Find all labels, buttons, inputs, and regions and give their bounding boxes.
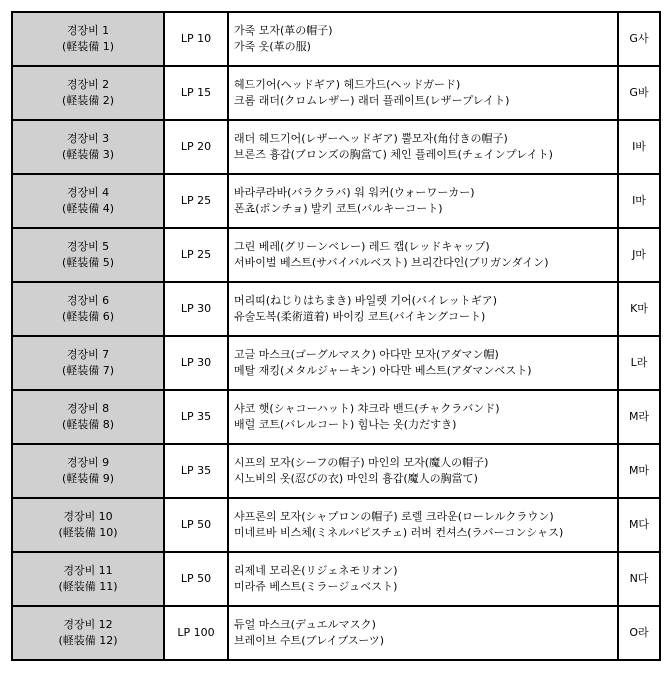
gear-name-japanese: (軽装備 8) xyxy=(61,418,115,431)
table-row xyxy=(12,282,660,336)
rank-cell: K마 xyxy=(618,282,660,336)
gear-name-cell xyxy=(12,66,164,120)
item-line: 서바이벌 베스트(サバイバルベスト) 브리간다인(ブリガンダイン) xyxy=(234,256,549,269)
table-row xyxy=(12,66,660,120)
gear-name-cell xyxy=(12,120,164,174)
gear-name-cell xyxy=(12,228,164,282)
table-row xyxy=(12,552,660,606)
gear-name-cell xyxy=(12,606,164,660)
item-list-cell xyxy=(228,336,618,390)
rank-cell: G바 xyxy=(618,66,660,120)
item-line: 브론즈 흉갑(ブロンズの胸當て) 체인 플레이트(チェインプレイト) xyxy=(234,148,553,161)
item-line: 샤프론의 모자(シャプロンの帽子) 로렐 크라운(ローレルクラウン) xyxy=(234,510,554,523)
item-line: 고글 마스크(ゴーグルマスク) 아다만 모자(アダマン帽) xyxy=(234,348,499,361)
gear-name-cell xyxy=(12,390,164,444)
gear-name: 경장비 3 xyxy=(66,132,110,145)
lp-cost-cell: LP 10 xyxy=(164,12,228,66)
lp-cost-cell: LP 20 xyxy=(164,120,228,174)
gear-name-japanese: (軽装備 12) xyxy=(58,634,118,647)
gear-name-japanese: (軽装備 6) xyxy=(61,310,115,323)
rank-cell: G사 xyxy=(618,12,660,66)
gear-name-cell xyxy=(12,552,164,606)
gear-name-japanese: (軽装備 9) xyxy=(61,472,115,485)
item-list-cell xyxy=(228,552,618,606)
item-line: 유술도복(柔術道着) 바이킹 코트(バイキングコート) xyxy=(234,310,486,323)
lp-cost-cell: LP 15 xyxy=(164,66,228,120)
item-line: 미네르바 비스체(ミネルバビスチェ) 러버 컨셔스(ラバーコンシャス) xyxy=(234,526,564,539)
gear-name-japanese: (軽装備 11) xyxy=(58,580,118,593)
item-line: 브레이브 수트(ブレイブスーツ) xyxy=(234,634,385,647)
table-row xyxy=(12,120,660,174)
item-list-cell xyxy=(228,444,618,498)
gear-name-japanese: (軽装備 4) xyxy=(61,202,115,215)
gear-name-cell xyxy=(12,498,164,552)
gear-name: 경장비 8 xyxy=(66,402,110,415)
item-line: 메탈 재킹(メタルジャーキン) 아다만 베스트(アダマンベスト) xyxy=(234,364,532,377)
item-list-cell xyxy=(228,390,618,444)
item-line: 헤드기어(ヘッドギア) 헤드가드(ヘッドガード) xyxy=(234,78,461,91)
rank-cell: O라 xyxy=(618,606,660,660)
gear-name: 경장비 2 xyxy=(66,78,110,91)
gear-name-japanese: (軽装備 1) xyxy=(61,40,115,53)
table-row xyxy=(12,228,660,282)
gear-name-cell xyxy=(12,336,164,390)
item-line: 샤코 햇(シャコーハット) 챠크라 밴드(チャクラバンド) xyxy=(234,402,500,415)
gear-name-japanese: (軽装備 5) xyxy=(61,256,115,269)
item-line: 가죽 모자(革の帽子) xyxy=(234,24,333,37)
item-list-cell xyxy=(228,498,618,552)
item-line: 듀얼 마스크(デュエルマスク) xyxy=(234,618,376,631)
gear-name-japanese: (軽装備 2) xyxy=(61,94,115,107)
lp-cost-cell: LP 25 xyxy=(164,174,228,228)
gear-name: 경장비 5 xyxy=(66,240,110,253)
table-row xyxy=(12,12,660,66)
table-row xyxy=(12,390,660,444)
item-line: 가죽 옷(革の服) xyxy=(234,40,311,53)
lp-cost-cell: LP 100 xyxy=(164,606,228,660)
lp-cost-cell: LP 25 xyxy=(164,228,228,282)
item-line: 폰쵸(ポンチョ) 발키 코트(バルキーコート) xyxy=(234,202,443,215)
item-line: 그린 베레(グリーンベレー) 레드 캡(レッドキャップ) xyxy=(234,240,490,253)
gear-name-japanese: (軽装備 3) xyxy=(61,148,115,161)
table-row xyxy=(12,498,660,552)
rank-cell: I바 xyxy=(618,120,660,174)
rank-cell: M마 xyxy=(618,444,660,498)
item-list-cell xyxy=(228,282,618,336)
gear-name-cell xyxy=(12,12,164,66)
item-list-cell xyxy=(228,228,618,282)
lp-cost-cell: LP 50 xyxy=(164,552,228,606)
lp-cost-cell: LP 30 xyxy=(164,336,228,390)
lp-cost-cell: LP 30 xyxy=(164,282,228,336)
gear-name: 경장비 1 xyxy=(66,24,110,37)
gear-name: 경장비 11 xyxy=(63,564,113,577)
gear-name: 경장비 7 xyxy=(66,348,110,361)
item-line: 크롬 래더(クロムレザー) 래더 플레이트(レザープレイト) xyxy=(234,94,510,107)
rank-cell: L라 xyxy=(618,336,660,390)
lp-cost-cell: LP 35 xyxy=(164,390,228,444)
rank-cell: I마 xyxy=(618,174,660,228)
item-list-cell xyxy=(228,606,618,660)
item-line: 리제네 모리온(リジェネモリオン) xyxy=(234,564,398,577)
item-line: 머리띠(ねじりはちまき) 바일렛 기어(バイレットギア) xyxy=(234,294,498,307)
rank-cell: M라 xyxy=(618,390,660,444)
table-body xyxy=(12,12,660,660)
gear-name: 경장비 4 xyxy=(66,186,110,199)
item-list-cell xyxy=(228,120,618,174)
item-line: 바라쿠라바(バラクラバ) 워 워커(ウォーワーカー) xyxy=(234,186,475,199)
table-row xyxy=(12,606,660,660)
rank-cell: M다 xyxy=(618,498,660,552)
gear-name: 경장비 10 xyxy=(63,510,113,523)
gear-name-cell xyxy=(12,444,164,498)
gear-name: 경장비 6 xyxy=(66,294,110,307)
gear-name-japanese: (軽装備 10) xyxy=(58,526,118,539)
item-list-cell xyxy=(228,12,618,66)
light-armor-table xyxy=(11,11,661,661)
item-line: 배럴 코트(バレルコート) 힘나는 옷(力だすき) xyxy=(234,418,457,431)
lp-cost-cell: LP 35 xyxy=(164,444,228,498)
rank-cell: N다 xyxy=(618,552,660,606)
gear-name-cell xyxy=(12,174,164,228)
item-list-cell xyxy=(228,66,618,120)
rank-cell: J마 xyxy=(618,228,660,282)
gear-name: 경장비 12 xyxy=(63,618,113,631)
item-list-cell xyxy=(228,174,618,228)
table-row xyxy=(12,444,660,498)
gear-name-japanese: (軽装備 7) xyxy=(61,364,115,377)
gear-name: 경장비 9 xyxy=(66,456,110,469)
gear-name-cell xyxy=(12,282,164,336)
item-line: 시노비의 옷(忍びの衣) 마인의 흉갑(魔人の胸當て) xyxy=(234,472,478,485)
item-line: 시프의 모자(シーフの帽子) 마인의 모자(魔人の帽子) xyxy=(234,456,489,469)
item-line: 래더 헤드기어(レザーヘッドギア) 뿔모자(角付きの帽子) xyxy=(234,132,508,145)
lp-cost-cell: LP 50 xyxy=(164,498,228,552)
table-row xyxy=(12,174,660,228)
item-line: 미라쥬 베스트(ミラージュベスト) xyxy=(234,580,398,593)
table-row xyxy=(12,336,660,390)
